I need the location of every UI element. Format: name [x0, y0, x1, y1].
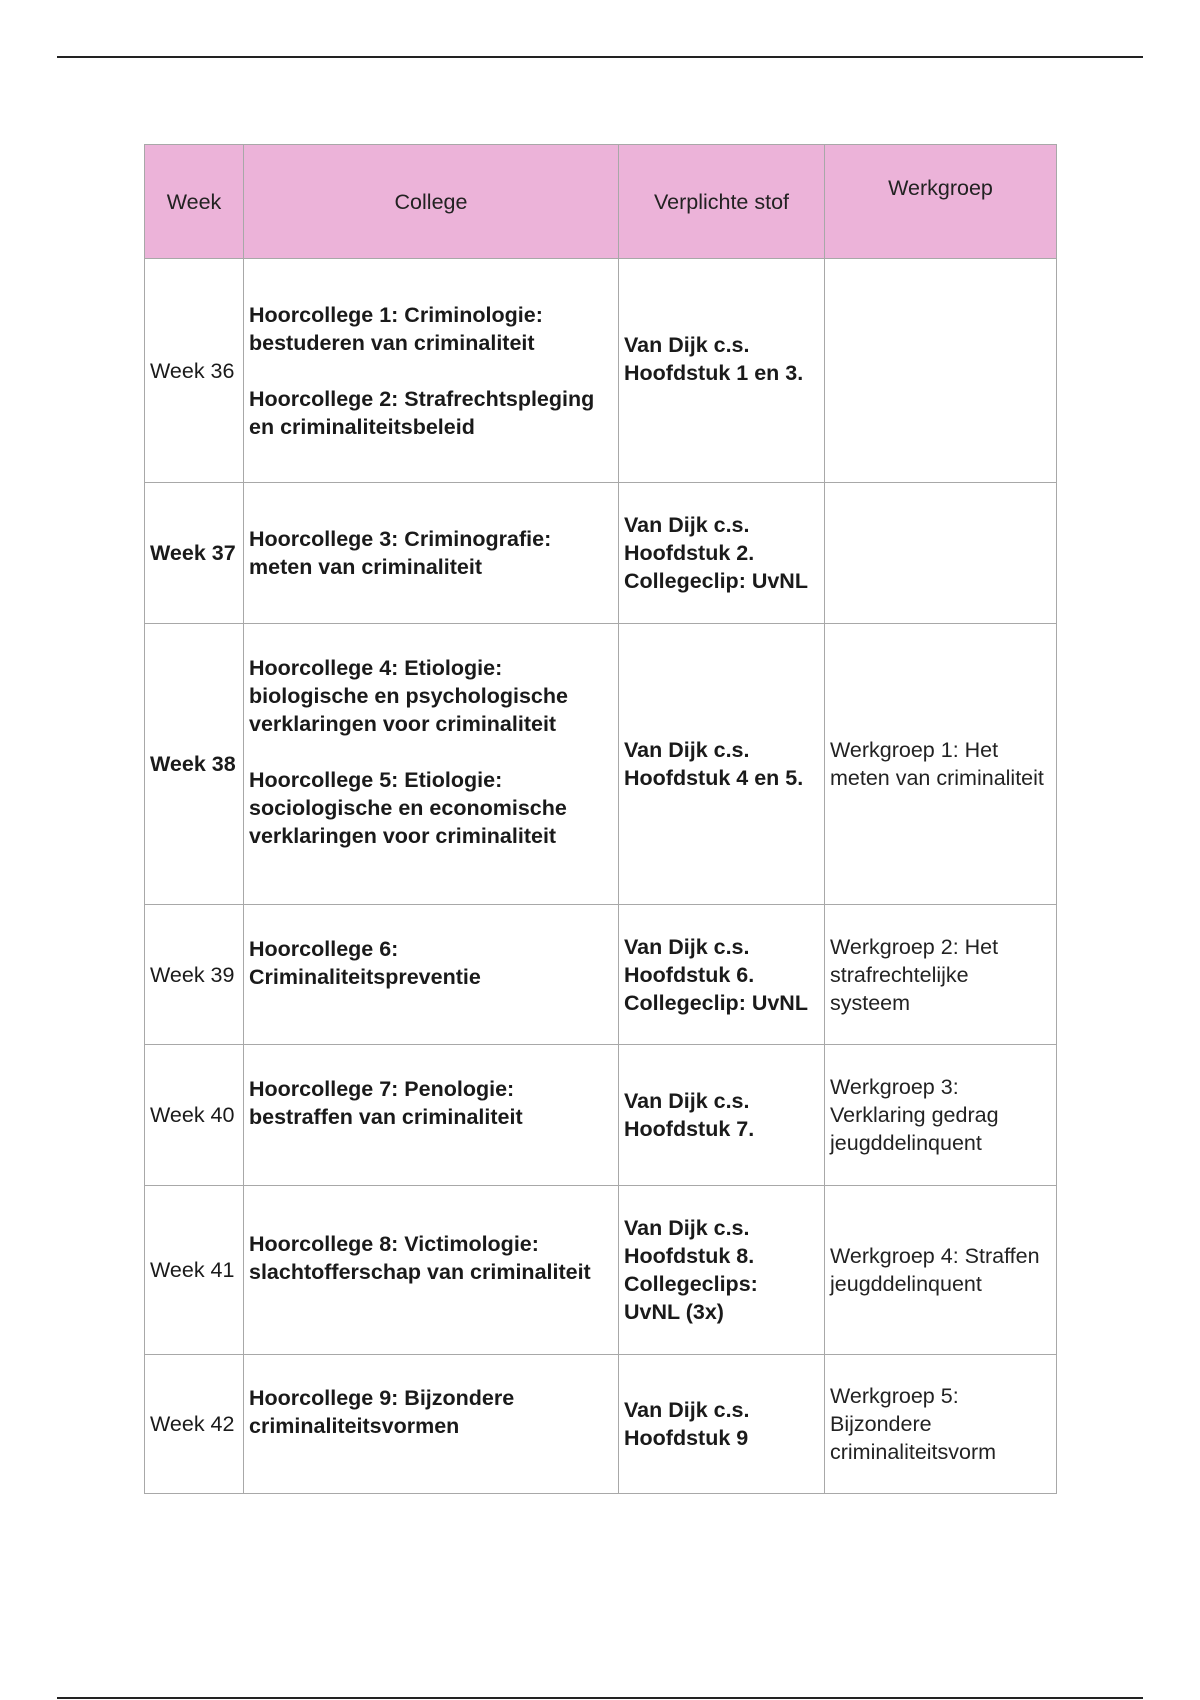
- table-row: [145, 624, 1057, 905]
- course-schedule-table: [144, 144, 1057, 1494]
- stof-cell: Van Dijk c.s. Hoofdstuk 4 en 5.: [619, 624, 825, 905]
- week-cell: Week 37: [145, 483, 244, 624]
- stof-cell: Van Dijk c.s. Hoofdstuk 1 en 3.: [619, 259, 825, 483]
- lecture-title: Hoorcollege 7: Penologie: bestraffen van criminaliteit: [249, 1077, 523, 1129]
- college-cell: [244, 1045, 619, 1186]
- lecture-title: Hoorcollege 1: Criminologie: bestuderen van criminaliteit: [249, 302, 543, 355]
- stof-cell: Van Dijk c.s. Hoofdstuk 2. Collegeclip: UvNL: [619, 483, 825, 624]
- week-cell: Week 39: [145, 905, 244, 1045]
- header-row: [145, 145, 1057, 259]
- werkgroep-cell: Werkgroep 5: Bijzondere criminaliteitsvorm: [825, 1355, 1057, 1494]
- table-row: [145, 905, 1057, 1045]
- lecture-title: Hoorcollege 2: Strafrechtspleging en criminaliteitsbeleid: [249, 386, 595, 439]
- top-divider: [57, 56, 1143, 58]
- stof-cell: Van Dijk c.s. Hoofdstuk 9: [619, 1355, 825, 1494]
- college-cell: [244, 1355, 619, 1494]
- table-row: [145, 1186, 1057, 1355]
- week-cell: Week 40: [145, 1045, 244, 1186]
- table-row: [145, 1045, 1057, 1186]
- lecture-title: Hoorcollege 6: Criminaliteitspreventie: [249, 936, 481, 989]
- werkgroep-cell: [825, 483, 1057, 624]
- werkgroep-cell: Werkgroep 4: Straffen jeugddelinquent: [825, 1186, 1057, 1355]
- bottom-divider: [57, 1697, 1143, 1699]
- lecture-title: Hoorcollege 3: Criminografie: meten van criminaliteit: [249, 527, 552, 579]
- stof-cell: Van Dijk c.s. Hoofdstuk 8. Collegeclips: UvNL (3x): [619, 1186, 825, 1355]
- college-cell: [244, 624, 619, 905]
- header-college: College: [244, 145, 619, 259]
- week-cell: Week 38: [145, 624, 244, 905]
- week-cell: Week 36: [145, 259, 244, 483]
- college-cell: [244, 483, 619, 624]
- lecture-title: Hoorcollege 5: Etiologie: sociologische en economische verklaringen voor criminaliteit: [249, 768, 567, 848]
- header-week: Week: [145, 145, 244, 259]
- stof-cell: Van Dijk c.s. Hoofdstuk 7.: [619, 1045, 825, 1186]
- stof-cell: Van Dijk c.s. Hoofdstuk 6. Collegeclip: UvNL: [619, 905, 825, 1045]
- table-row: [145, 1355, 1057, 1494]
- college-cell: [244, 259, 619, 483]
- college-cell: [244, 1186, 619, 1355]
- lecture-title: Hoorcollege 9: Bijzondere criminaliteitsvormen: [249, 1386, 515, 1438]
- college-cell: [244, 905, 619, 1045]
- lecture-title: Hoorcollege 4: Etiologie: biologische en psychologische verklaringen voor criminaliteit: [249, 656, 568, 736]
- week-cell: Week 41: [145, 1186, 244, 1355]
- lecture-title: Hoorcollege 8: Victimologie: slachtofferschap van criminaliteit: [249, 1232, 591, 1284]
- werkgroep-cell: [825, 259, 1057, 483]
- werkgroep-cell: Werkgroep 3: Verklaring gedrag jeugddelinquent: [825, 1045, 1057, 1186]
- header-werkgroep: Werkgroep: [825, 145, 1057, 259]
- header-verplichte-stof: Verplichte stof: [619, 145, 825, 259]
- werkgroep-cell: Werkgroep 1: Het meten van criminaliteit: [825, 624, 1057, 905]
- table-row: [145, 483, 1057, 624]
- table-row: [145, 259, 1057, 483]
- werkgroep-cell: Werkgroep 2: Het strafrechtelijke systeem: [825, 905, 1057, 1045]
- week-cell: Week 42: [145, 1355, 244, 1494]
